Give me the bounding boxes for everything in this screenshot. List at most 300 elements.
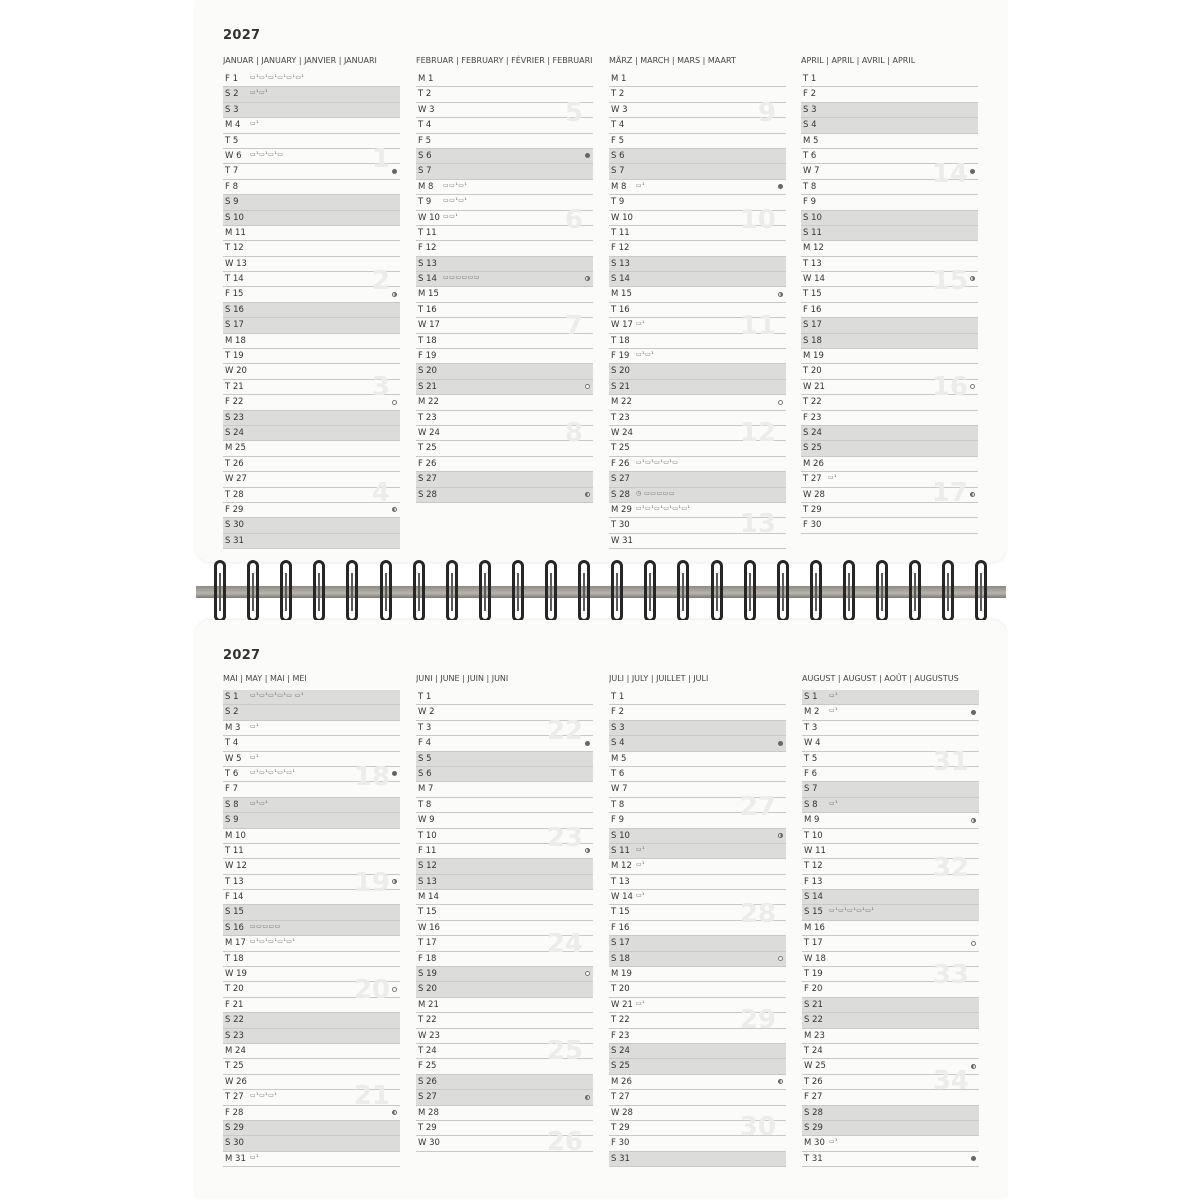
day-label: F 18	[418, 953, 437, 964]
day-row[interactable]	[416, 118, 593, 133]
day-label: S 2	[225, 707, 239, 718]
day-row[interactable]	[223, 334, 400, 349]
day-row[interactable]	[416, 921, 593, 936]
day-row[interactable]	[223, 164, 400, 179]
day-row[interactable]	[416, 813, 593, 828]
day-row[interactable]	[609, 998, 786, 1013]
day-row[interactable]	[416, 952, 593, 967]
day-label: M 19	[803, 351, 824, 362]
day-row[interactable]	[223, 134, 400, 149]
day-row[interactable]	[802, 998, 979, 1013]
day-row[interactable]	[223, 875, 400, 890]
day-row[interactable]	[801, 134, 978, 149]
day-row[interactable]	[802, 690, 979, 705]
day-row[interactable]	[223, 457, 400, 472]
day-row[interactable]	[802, 1013, 979, 1028]
day-row[interactable]	[223, 1090, 400, 1105]
day-row[interactable]	[609, 380, 786, 395]
day-row[interactable]	[609, 334, 786, 349]
day-row[interactable]	[223, 211, 400, 226]
day-row[interactable]	[416, 767, 593, 782]
holiday-markers: ▭¹	[636, 845, 646, 853]
day-row[interactable]	[223, 534, 400, 549]
day-row[interactable]	[609, 952, 786, 967]
day-row[interactable]	[416, 1013, 593, 1028]
day-row[interactable]	[609, 982, 786, 997]
day-row[interactable]	[223, 829, 400, 844]
day-row[interactable]	[802, 1152, 979, 1167]
day-row[interactable]	[416, 472, 593, 487]
day-row[interactable]	[801, 241, 978, 256]
day-label: F 22	[225, 397, 244, 408]
day-row[interactable]	[223, 272, 400, 287]
day-row[interactable]	[223, 241, 400, 256]
day-row[interactable]	[223, 287, 400, 302]
day-row[interactable]	[416, 690, 593, 705]
day-row[interactable]	[802, 752, 979, 767]
day-row[interactable]	[609, 1090, 786, 1105]
day-row[interactable]	[609, 1152, 786, 1167]
day-row[interactable]	[223, 936, 400, 951]
day-row[interactable]	[609, 503, 786, 518]
binding-ring	[380, 560, 392, 622]
day-row[interactable]	[416, 705, 593, 720]
day-row[interactable]	[416, 72, 593, 87]
day-row[interactable]	[416, 211, 593, 226]
month-may	[223, 672, 400, 1167]
day-label: S 22	[225, 1015, 244, 1026]
moon-phase-full-icon	[585, 971, 590, 976]
day-row[interactable]	[801, 441, 978, 456]
day-row[interactable]	[416, 272, 593, 287]
day-row[interactable]	[802, 798, 979, 813]
day-row[interactable]	[609, 813, 786, 828]
day-row[interactable]	[609, 1121, 786, 1136]
day-row[interactable]	[609, 890, 786, 905]
day-row[interactable]	[223, 967, 400, 982]
day-row[interactable]	[223, 859, 400, 874]
day-row[interactable]	[801, 103, 978, 118]
day-row[interactable]	[416, 936, 593, 951]
day-label: M 1	[611, 74, 627, 84]
holiday-markers: ▭▭▭▭▭	[250, 922, 281, 930]
day-row[interactable]	[223, 226, 400, 241]
day-row[interactable]	[609, 875, 786, 890]
day-row[interactable]	[802, 1090, 979, 1105]
day-row[interactable]	[609, 736, 786, 751]
day-row[interactable]	[802, 767, 979, 782]
day-row[interactable]	[416, 134, 593, 149]
day-row[interactable]	[223, 441, 400, 456]
day-label: T 10	[804, 830, 823, 841]
day-row[interactable]	[416, 1090, 593, 1105]
day-label: F 9	[803, 197, 816, 208]
day-row[interactable]	[802, 813, 979, 828]
day-row[interactable]	[223, 705, 400, 720]
day-row[interactable]	[223, 488, 400, 503]
day-row[interactable]	[223, 87, 400, 102]
moon-phase-half-icon	[778, 292, 783, 297]
day-label: T 15	[611, 907, 630, 918]
day-row[interactable]	[416, 905, 593, 920]
day-row[interactable]	[223, 72, 400, 87]
day-row[interactable]	[223, 813, 400, 828]
day-row[interactable]	[223, 1059, 400, 1074]
day-row[interactable]	[223, 890, 400, 905]
day-row[interactable]	[801, 349, 978, 364]
day-row[interactable]	[802, 952, 979, 967]
day-row[interactable]	[416, 87, 593, 102]
day-row[interactable]	[416, 829, 593, 844]
day-row[interactable]	[223, 195, 400, 210]
week-number: 4	[371, 478, 390, 509]
day-row[interactable]	[609, 118, 786, 133]
day-row[interactable]	[801, 164, 978, 179]
day-row[interactable]	[801, 395, 978, 410]
moon-phase-half-icon	[585, 848, 590, 853]
day-row[interactable]	[223, 690, 400, 705]
day-row[interactable]	[802, 1044, 979, 1059]
day-row[interactable]	[416, 164, 593, 179]
day-row[interactable]	[609, 272, 786, 287]
day-row[interactable]	[609, 180, 786, 195]
day-row[interactable]	[223, 103, 400, 118]
day-label: T 20	[225, 984, 244, 995]
day-row[interactable]	[609, 411, 786, 426]
day-row[interactable]	[609, 859, 786, 874]
day-row[interactable]	[416, 241, 593, 256]
day-row[interactable]	[223, 257, 400, 272]
moon-phase-full-icon	[778, 400, 783, 405]
day-row[interactable]	[416, 149, 593, 164]
day-row[interactable]	[801, 180, 978, 195]
day-row[interactable]	[802, 829, 979, 844]
day-row[interactable]	[802, 1136, 979, 1151]
day-row[interactable]	[801, 364, 978, 379]
day-row[interactable]	[416, 890, 593, 905]
day-row[interactable]	[609, 257, 786, 272]
day-row[interactable]	[223, 364, 400, 379]
day-row[interactable]	[802, 982, 979, 997]
day-row[interactable]	[223, 767, 400, 782]
day-row[interactable]	[416, 426, 593, 441]
day-label: M 12	[611, 861, 632, 872]
day-row[interactable]	[801, 503, 978, 518]
day-row[interactable]	[609, 1044, 786, 1059]
day-row[interactable]	[801, 195, 978, 210]
day-row[interactable]	[223, 472, 400, 487]
day-row[interactable]	[416, 844, 593, 859]
day-row[interactable]	[609, 318, 786, 333]
day-row[interactable]	[801, 226, 978, 241]
day-row[interactable]	[801, 303, 978, 318]
day-row[interactable]	[223, 1106, 400, 1121]
day-label: S 25	[803, 443, 822, 454]
day-row[interactable]	[416, 303, 593, 318]
day-row[interactable]	[223, 318, 400, 333]
day-row[interactable]	[801, 318, 978, 333]
day-label: S 11	[803, 227, 822, 238]
day-row[interactable]	[223, 149, 400, 164]
day-row[interactable]	[802, 875, 979, 890]
day-label: S 18	[611, 953, 630, 964]
day-label: T 4	[418, 120, 432, 131]
day-row[interactable]	[416, 736, 593, 751]
day-row[interactable]	[802, 936, 979, 951]
day-row[interactable]	[223, 721, 400, 736]
day-label: S 26	[418, 1076, 437, 1087]
day-row[interactable]	[609, 798, 786, 813]
day-row[interactable]	[609, 472, 786, 487]
day-label: W 17	[418, 320, 440, 331]
day-row[interactable]	[609, 1106, 786, 1121]
day-row[interactable]	[609, 226, 786, 241]
day-row[interactable]	[609, 518, 786, 533]
day-row[interactable]	[609, 1136, 786, 1151]
day-row[interactable]	[223, 1044, 400, 1059]
day-label: F 13	[804, 876, 823, 887]
day-row[interactable]	[223, 952, 400, 967]
day-row[interactable]	[609, 303, 786, 318]
day-label: S 20	[418, 984, 437, 995]
day-label: S 7	[804, 784, 818, 795]
day-row[interactable]	[609, 349, 786, 364]
day-row[interactable]	[416, 395, 593, 410]
day-row[interactable]	[609, 103, 786, 118]
day-row[interactable]	[416, 798, 593, 813]
day-row[interactable]	[223, 426, 400, 441]
day-label: M 16	[804, 922, 825, 933]
day-label: S 9	[225, 815, 239, 826]
day-row[interactable]	[223, 752, 400, 767]
day-row[interactable]	[223, 998, 400, 1013]
week-number: 33	[932, 959, 969, 990]
day-row[interactable]	[801, 488, 978, 503]
day-row[interactable]	[609, 426, 786, 441]
day-row[interactable]	[609, 488, 786, 503]
day-row[interactable]	[223, 905, 400, 920]
day-label: F 30	[803, 520, 822, 531]
day-row[interactable]	[223, 736, 400, 751]
day-row[interactable]	[416, 782, 593, 797]
day-row[interactable]	[416, 257, 593, 272]
day-row[interactable]	[802, 1121, 979, 1136]
day-row[interactable]	[223, 921, 400, 936]
day-row[interactable]	[609, 1013, 786, 1028]
day-row[interactable]	[609, 87, 786, 102]
day-row[interactable]	[609, 241, 786, 256]
day-row[interactable]	[416, 1029, 593, 1044]
day-row[interactable]	[609, 457, 786, 472]
day-row[interactable]	[223, 411, 400, 426]
day-label: T 3	[804, 722, 818, 733]
day-row[interactable]	[801, 149, 978, 164]
day-row[interactable]	[801, 334, 978, 349]
day-row[interactable]	[609, 1029, 786, 1044]
day-row[interactable]	[609, 134, 786, 149]
day-row[interactable]	[223, 349, 400, 364]
day-row[interactable]	[416, 287, 593, 302]
day-row[interactable]	[223, 1013, 400, 1028]
day-label: W 27	[225, 474, 247, 485]
day-row[interactable]	[223, 503, 400, 518]
day-row[interactable]	[223, 395, 400, 410]
week-number: 21	[353, 1081, 390, 1112]
day-row[interactable]	[416, 488, 593, 503]
day-row[interactable]	[223, 982, 400, 997]
day-row[interactable]	[416, 875, 593, 890]
day-row[interactable]	[801, 257, 978, 272]
day-row[interactable]	[416, 349, 593, 364]
day-row[interactable]	[416, 1044, 593, 1059]
day-row[interactable]	[416, 1136, 593, 1151]
day-row[interactable]	[416, 226, 593, 241]
day-row[interactable]	[609, 905, 786, 920]
day-row[interactable]	[801, 380, 978, 395]
day-row[interactable]	[416, 411, 593, 426]
day-row[interactable]	[416, 859, 593, 874]
day-row[interactable]	[802, 1075, 979, 1090]
day-row[interactable]	[416, 1075, 593, 1090]
day-label: S 1	[225, 692, 239, 702]
day-label: S 13	[418, 258, 437, 269]
day-row[interactable]	[609, 149, 786, 164]
week-number: 6	[564, 204, 583, 235]
day-row[interactable]	[223, 798, 400, 813]
month-header: JANUAR | JANUARY | JANVIER | JANUARI	[223, 56, 377, 65]
day-row[interactable]	[609, 967, 786, 982]
day-row[interactable]	[801, 426, 978, 441]
day-row[interactable]	[416, 1121, 593, 1136]
day-row[interactable]	[223, 303, 400, 318]
day-row[interactable]	[609, 705, 786, 720]
day-row[interactable]	[223, 380, 400, 395]
day-row[interactable]	[609, 287, 786, 302]
binding-ring	[644, 560, 656, 622]
day-row[interactable]	[416, 1106, 593, 1121]
day-row[interactable]	[609, 441, 786, 456]
day-label: S 10	[225, 212, 244, 223]
day-label: T 15	[803, 289, 822, 300]
day-row[interactable]	[802, 1029, 979, 1044]
day-row[interactable]	[416, 967, 593, 982]
day-row[interactable]	[802, 1106, 979, 1121]
day-label: T 24	[418, 1045, 437, 1056]
day-row[interactable]	[802, 844, 979, 859]
day-row[interactable]	[416, 721, 593, 736]
day-row[interactable]	[609, 782, 786, 797]
day-label: W 17	[611, 320, 633, 331]
day-row[interactable]	[609, 844, 786, 859]
day-row[interactable]	[609, 936, 786, 951]
moon-phase-new-icon	[778, 184, 783, 189]
day-row[interactable]	[609, 211, 786, 226]
day-row[interactable]	[223, 1136, 400, 1151]
day-row[interactable]	[416, 334, 593, 349]
day-row[interactable]	[223, 1121, 400, 1136]
day-row[interactable]	[609, 690, 786, 705]
day-row[interactable]	[609, 752, 786, 767]
day-row[interactable]	[802, 721, 979, 736]
day-row[interactable]	[802, 905, 979, 920]
day-row[interactable]	[223, 844, 400, 859]
day-row[interactable]	[609, 534, 786, 549]
day-row[interactable]	[801, 411, 978, 426]
day-label: W 25	[804, 1061, 826, 1072]
day-row[interactable]	[609, 364, 786, 379]
day-row[interactable]	[609, 72, 786, 87]
month-february	[416, 54, 593, 503]
day-row[interactable]	[801, 72, 978, 87]
day-row[interactable]	[801, 118, 978, 133]
day-row[interactable]	[609, 164, 786, 179]
month-header: MÄRZ | MARCH | MARS | MAART	[609, 56, 736, 65]
day-row[interactable]	[609, 829, 786, 844]
day-row[interactable]	[802, 736, 979, 751]
day-row[interactable]	[802, 890, 979, 905]
day-row[interactable]	[416, 1059, 593, 1074]
day-row[interactable]	[802, 705, 979, 720]
day-row[interactable]	[802, 967, 979, 982]
day-row[interactable]	[609, 395, 786, 410]
day-row[interactable]	[416, 195, 593, 210]
day-row[interactable]	[416, 103, 593, 118]
day-label: T 4	[225, 738, 239, 749]
day-row[interactable]	[223, 518, 400, 533]
day-row[interactable]	[223, 782, 400, 797]
day-row[interactable]	[801, 518, 978, 533]
day-row[interactable]	[609, 195, 786, 210]
day-row[interactable]	[223, 1075, 400, 1090]
day-row[interactable]	[416, 998, 593, 1013]
day-row[interactable]	[416, 752, 593, 767]
day-row[interactable]	[416, 318, 593, 333]
day-row[interactable]	[801, 472, 978, 487]
day-row[interactable]	[801, 87, 978, 102]
day-row[interactable]	[609, 1059, 786, 1074]
day-row[interactable]	[609, 721, 786, 736]
day-label: F 19	[418, 351, 437, 362]
day-label: S 17	[225, 320, 244, 331]
holiday-markers: ▭¹	[829, 1138, 839, 1146]
day-row[interactable]	[416, 380, 593, 395]
day-row[interactable]	[223, 1029, 400, 1044]
day-row[interactable]	[801, 457, 978, 472]
day-row[interactable]	[801, 272, 978, 287]
day-row[interactable]	[416, 180, 593, 195]
day-row[interactable]	[802, 859, 979, 874]
day-row[interactable]	[609, 767, 786, 782]
day-row[interactable]	[802, 921, 979, 936]
day-label: S 28	[804, 1107, 823, 1118]
day-label: W 12	[225, 861, 247, 872]
day-row[interactable]	[416, 457, 593, 472]
day-row[interactable]	[416, 441, 593, 456]
day-row[interactable]	[416, 364, 593, 379]
day-row[interactable]	[223, 118, 400, 133]
day-row[interactable]	[609, 1075, 786, 1090]
day-row[interactable]	[223, 1152, 400, 1167]
day-label: F 12	[418, 243, 437, 254]
day-label: S 16	[225, 304, 244, 315]
day-row[interactable]	[802, 1059, 979, 1074]
day-row[interactable]	[802, 782, 979, 797]
day-row[interactable]	[609, 921, 786, 936]
day-row[interactable]	[223, 180, 400, 195]
day-row[interactable]	[801, 287, 978, 302]
day-row[interactable]	[801, 211, 978, 226]
day-row[interactable]	[416, 982, 593, 997]
